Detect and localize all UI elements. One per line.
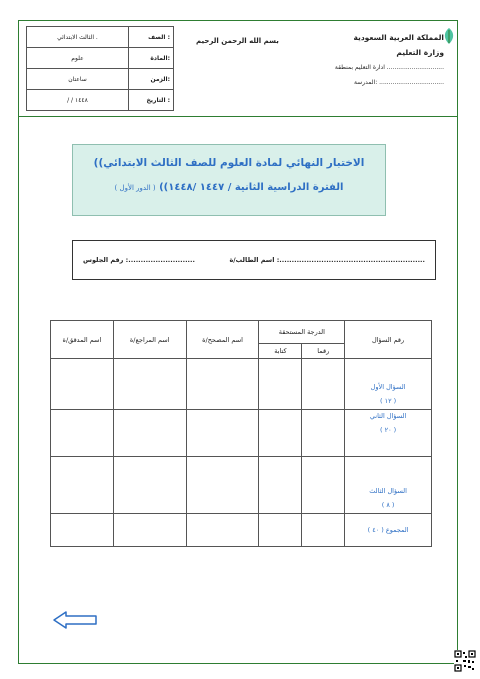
- corrector-header: اسم المصحح/ة: [186, 321, 259, 359]
- question-number-header: رقم السؤال: [345, 321, 432, 359]
- ministry-block: [335, 30, 444, 90]
- exam-round: ( الدور الأول ): [114, 184, 156, 192]
- words-cell[interactable]: [259, 514, 302, 547]
- deserved-grade-header: الدرجة المستحقة: [259, 321, 345, 344]
- corrector-cell[interactable]: [186, 359, 259, 410]
- grades-header-row: [51, 321, 432, 344]
- administration-field: ادارة التعليم بمنطقة ..............................: [334, 64, 444, 71]
- words-cell[interactable]: [259, 359, 302, 410]
- question-name: السؤال الثاني: [369, 412, 407, 420]
- numbers-cell[interactable]: [302, 514, 345, 547]
- in-numbers-header: رقما: [302, 344, 345, 359]
- table-row: [51, 410, 432, 457]
- reviewer-header: اسم المراجع/ة: [113, 321, 186, 359]
- exam-period-line: [73, 182, 385, 193]
- reviewer-cell[interactable]: [113, 359, 186, 410]
- exam-info-table: [26, 26, 174, 111]
- subject-value: علوم: [27, 48, 129, 69]
- grades-table: [50, 320, 432, 547]
- ministry-logo-icon: [440, 26, 458, 46]
- info-row: [27, 48, 174, 69]
- student-info-box: [72, 240, 436, 280]
- question-cell: [345, 457, 432, 514]
- numbers-cell[interactable]: [302, 410, 345, 457]
- qr-code-icon: [454, 650, 476, 672]
- total-cell: المجموع ( ٤٠ ): [345, 514, 432, 547]
- info-row: [27, 27, 174, 48]
- words-cell[interactable]: [259, 457, 302, 514]
- corrector-cell[interactable]: [186, 410, 259, 457]
- ministry-name: وزارة التعليم: [396, 48, 444, 57]
- reviewer-cell[interactable]: [113, 514, 186, 547]
- question-cell: [345, 359, 432, 410]
- table-row: [51, 457, 432, 514]
- exam-title: ((الاختبار النهائي لمادة العلوم للصف الثالث الابتدائي: [93, 157, 365, 169]
- numbers-cell[interactable]: [302, 359, 345, 410]
- duration-label: الزمن:: [129, 69, 174, 90]
- words-cell[interactable]: [259, 410, 302, 457]
- auditor-header: اسم المدقق/ة: [51, 321, 114, 359]
- info-row: [27, 90, 174, 111]
- date-label: التاريخ :: [129, 90, 174, 111]
- question-name: السؤال الثالث: [369, 487, 407, 495]
- in-words-header: كتابة: [259, 344, 302, 359]
- exam-title-box: [72, 144, 386, 216]
- numbers-cell[interactable]: [302, 457, 345, 514]
- question-marks: ( ٨ ): [381, 501, 395, 509]
- reviewer-cell[interactable]: [113, 457, 186, 514]
- kingdom-name: المملكة العربية السعودية: [353, 33, 444, 42]
- header-divider: [18, 116, 458, 117]
- grade-label: الصف :: [129, 27, 174, 48]
- question-marks: ( ٢٠ ): [380, 426, 397, 434]
- exam-period: الفترة الدراسية الثانية / ١٤٤٧ /١٤٤٨)): [159, 182, 344, 193]
- basmala: بسم الله الرحمن الرحيم: [196, 37, 279, 45]
- student-name-field[interactable]: اسم الطالب/ة :...........................................................: [229, 256, 425, 264]
- info-row: [27, 69, 174, 90]
- reviewer-cell[interactable]: [113, 410, 186, 457]
- table-row: [51, 514, 432, 547]
- auditor-cell[interactable]: [51, 410, 114, 457]
- date-value: / / ١٤٤٨: [27, 90, 129, 111]
- duration-value: ساعتان: [27, 69, 129, 90]
- school-field: المدرسة: ..................................: [353, 79, 444, 86]
- auditor-cell[interactable]: [51, 514, 114, 547]
- question-marks: ( ١٢ ): [380, 397, 397, 405]
- subject-label: المادة:: [129, 48, 174, 69]
- corrector-cell[interactable]: [186, 514, 259, 547]
- table-row: [51, 359, 432, 410]
- corrector-cell[interactable]: [186, 457, 259, 514]
- question-name: السؤال الأول: [370, 383, 406, 391]
- left-arrow-icon[interactable]: [52, 610, 98, 630]
- auditor-cell[interactable]: [51, 457, 114, 514]
- auditor-cell[interactable]: [51, 359, 114, 410]
- seat-number-field[interactable]: رقم الجلوس :...........................: [83, 256, 195, 264]
- question-cell: [345, 410, 432, 457]
- grade-value: الثالث الابتدائي .: [27, 27, 129, 48]
